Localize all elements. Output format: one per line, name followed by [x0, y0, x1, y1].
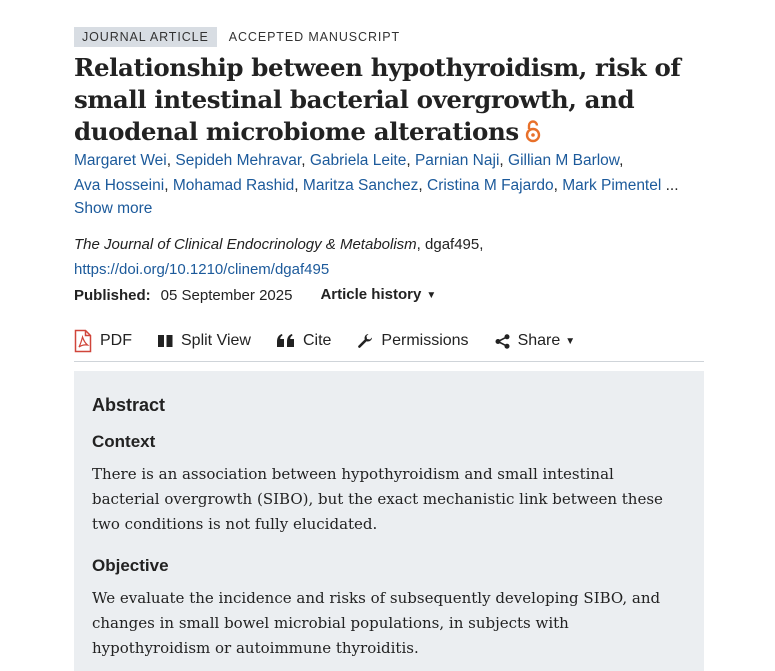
- share-label: Share: [517, 332, 561, 349]
- author-list: Margaret Wei, Sepideh Mehravar, Gabriela Leite, Parnian Naji, Gillian M Barlow, Ava Hosseini, Mohamad Rashid, Maritza Sanchez, Cristina M Fajardo, Mark Pimentel ...: [74, 152, 679, 194]
- author-link[interactable]: Sepideh Mehravar: [175, 152, 302, 169]
- split-view-label: Split View: [181, 332, 251, 349]
- author-link[interactable]: Margaret Wei: [74, 152, 167, 169]
- doi-link[interactable]: https://doi.org/10.1210/clinem/dgaf495: [74, 261, 330, 278]
- abstract-panel: [74, 371, 704, 671]
- author-link[interactable]: Parnian Naji: [414, 152, 500, 169]
- section-text-context: There is an association between hypothyroidism and small intestinal bacterial overgrowth (SIBO), but the exact mechanistic link between these two conditions is not fully elucidated.: [92, 465, 663, 533]
- share-icon: [495, 334, 510, 349]
- abstract-heading: Abstract: [92, 395, 166, 415]
- quote-icon: [277, 334, 295, 348]
- share-button[interactable]: [495, 328, 576, 354]
- article-history-toggle[interactable]: [320, 284, 436, 307]
- wrench-icon: [357, 333, 373, 349]
- caret-down-icon: ▼: [426, 290, 437, 301]
- journal-name: The Journal of Clinical Endocrinology & Metabolism: [74, 236, 417, 253]
- section-heading-objective: Objective: [92, 556, 169, 575]
- article-title-text: Relationship between hypothyroidism, risk of small intestinal bacterial overgrowth, and duodenal microbiome alterations: [74, 53, 681, 146]
- caret-down-icon: ▼: [565, 335, 576, 347]
- article-type-badge: JOURNAL ARTICLE: [74, 27, 217, 47]
- show-more-authors-link[interactable]: Show more: [74, 200, 153, 217]
- published-date: 05 September 2025: [160, 286, 293, 304]
- cite-button[interactable]: [277, 328, 331, 354]
- author-link[interactable]: Mark Pimentel: [562, 177, 662, 194]
- publication-row: [74, 284, 436, 307]
- pdf-label: PDF: [100, 332, 132, 349]
- article-title: [74, 52, 704, 151]
- author-link[interactable]: Maritza Sanchez: [302, 177, 419, 194]
- article-toolbar: [74, 328, 704, 362]
- author-link[interactable]: Mohamad Rashid: [172, 177, 295, 194]
- journal-citation: [74, 234, 483, 256]
- split-view-button[interactable]: [158, 328, 251, 354]
- article-id: , dgaf495,: [416, 236, 484, 253]
- author-link[interactable]: Gabriela Leite: [309, 152, 407, 169]
- section-text-objective: We evaluate the incidence and risks of subsequently developing SIBO, and changes in small bowel microbial populations, in subjects with hypothyroidism or autoimmune thyroiditis.: [92, 589, 661, 657]
- pdf-file-icon: [74, 329, 92, 353]
- permissions-button[interactable]: [357, 328, 468, 354]
- pdf-button[interactable]: [74, 328, 132, 354]
- badge-row: [74, 27, 400, 47]
- author-link[interactable]: Ava Hosseini: [74, 177, 165, 194]
- section-heading-context: Context: [92, 432, 156, 451]
- authors-ellipsis: ...: [665, 177, 679, 194]
- permissions-label: Permissions: [381, 332, 469, 349]
- split-view-icon: [158, 334, 173, 348]
- published-label: Published:: [74, 286, 151, 304]
- open-access-lock-icon: [525, 119, 541, 151]
- cite-label: Cite: [302, 332, 332, 349]
- manuscript-status-badge: ACCEPTED MANUSCRIPT: [228, 30, 401, 44]
- article-history-label: Article history: [320, 286, 422, 303]
- author-link[interactable]: Gillian M Barlow: [508, 152, 620, 169]
- author-link[interactable]: Cristina M Fajardo: [427, 177, 554, 194]
